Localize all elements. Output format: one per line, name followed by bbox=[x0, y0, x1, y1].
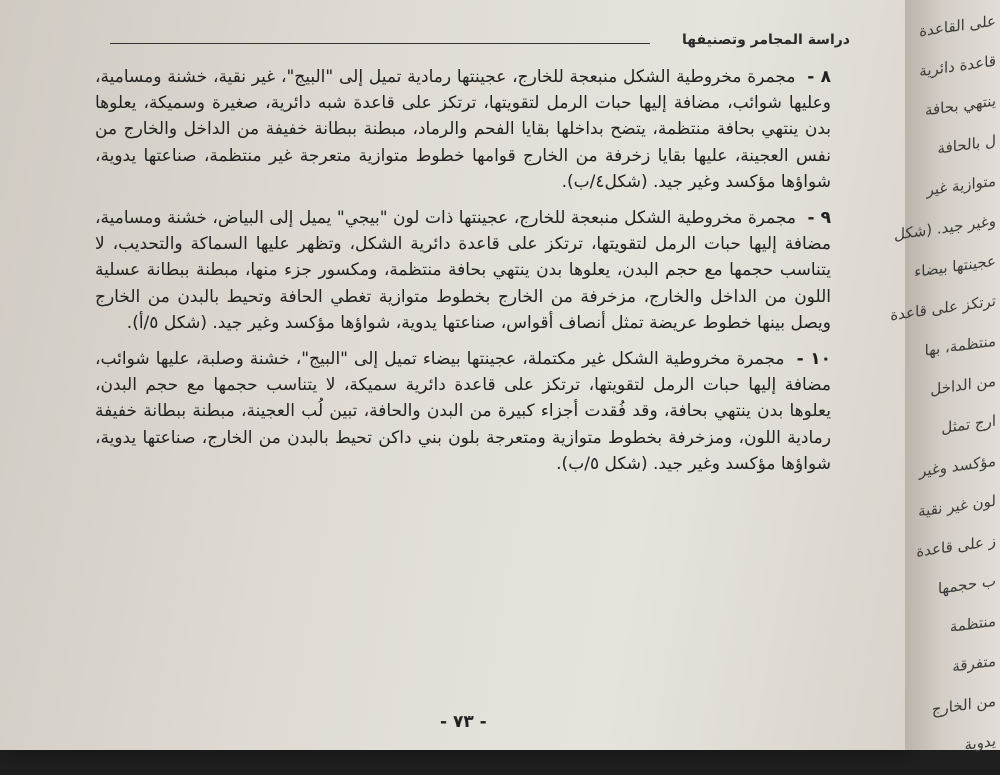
facing-line: من الداخل bbox=[930, 371, 996, 399]
paragraph-10 bbox=[95, 346, 835, 477]
facing-line: ارج تمثل bbox=[941, 411, 996, 438]
paragraph-number: ٩ - bbox=[807, 208, 831, 229]
header-title: دراسة المجامر وتصنيفها bbox=[682, 32, 850, 48]
facing-page-edge bbox=[890, 0, 1000, 754]
facing-line: منتظمة bbox=[949, 611, 996, 637]
facing-line: وغير جيد. (شكل bbox=[894, 211, 996, 244]
facing-line: ب حجمها bbox=[937, 571, 996, 598]
facing-line: على القاعدة bbox=[919, 11, 996, 41]
facing-line: متفرقة bbox=[952, 651, 996, 676]
facing-line: ز على قاعدة bbox=[916, 531, 996, 561]
running-header bbox=[110, 32, 850, 56]
header-rule bbox=[110, 43, 650, 44]
body-text bbox=[95, 64, 835, 487]
facing-line: ترتكز على قاعدة bbox=[890, 291, 996, 325]
facing-line: يدوية bbox=[964, 731, 996, 754]
paragraph-text: مجمرة مخروطية الشكل غير مكتملة، عجينتها بيضاء تميل إلى "البيج"، خشنة وصلبة، عليها شوائب، مضافة إليها حبات الرمل لتقويتها، ترتكز على قاعدة دائرية سميكة، لا يتناسب حجمها مع حجم البدن، يعلوها بدن ينتهي بحافة، وقد فُقدت أجزاء كبيرة من البدن والحافة، تبين لُب العجينة، مبطنة ببطانة خفيفة رمادية اللون، ومزخرفة بخطوط متوازية ومتعرجة بلون بني داكن تحيط بالبدن من الخارج، صناعتها يدوية، شواؤها مؤكسد وغير جيد. (شكل ٥/ب). bbox=[95, 349, 831, 474]
page-number: - ٧٣ - bbox=[440, 712, 487, 732]
paragraph-9 bbox=[95, 205, 835, 336]
facing-line: مؤكسد وغير bbox=[919, 451, 996, 481]
paragraph-number: ٨ - bbox=[807, 67, 831, 87]
facing-line: قاعدة دائرية bbox=[919, 51, 996, 81]
paragraph-number: ١٠ - bbox=[796, 349, 831, 370]
facing-line: عجينتها بيضاء bbox=[914, 251, 996, 282]
facing-line: لون غير نقية bbox=[918, 491, 996, 521]
paragraph-text: مجمرة مخروطية الشكل منبعجة للخارج، عجينتها رمادية تميل إلى "البيج"، غير نقية، خشنة ومسامية، وعليها شوائب، مضافة إليها حبات الرمل لتقويتها، ترتكز على قاعدة شبه دائرية، صغيرة وسميكة، يعلوها بدن ينتهي بحافة منتظمة، يتضح بداخلها بقايا الفحم والرماد، مبطنة ببطانة خفيفة من الداخل والخارج من نفس العجينة، عليها بقايا زخرفة من الخارج قوامها خطوط متوازية متعرجة غير منتظمة، صناعتها يدوية، شواؤها مؤكسد وغير جيد. (شكل٤/ب). bbox=[95, 67, 831, 192]
paragraph-8 bbox=[95, 64, 835, 195]
facing-page-text bbox=[890, 0, 1000, 763]
facing-line: ل بالحافة bbox=[937, 131, 996, 158]
facing-line: ينتهي بحافة bbox=[924, 91, 996, 120]
facing-line: من الخارج bbox=[931, 691, 996, 719]
facing-line: متوازية غير bbox=[926, 171, 996, 200]
facing-line: منتظمة، بها bbox=[924, 331, 996, 360]
paragraph-text: مجمرة مخروطية الشكل منبعجة للخارج، عجينتها ذات لون "بيجي" يميل إلى البياض، خشنة ومسامية، مضافة إليها حبات الرمل لتقويتها، ترتكز على قاعدة دائرية الشكل، وتظهر عليها السماكة والتحديب، لا يتناسب حجمها مع حجم البدن، يعلوها بدن ينتهي بحافة منتظمة، ومكسور جزء منها، مبطنة ببطانة عسلية اللون من الداخل والخارج، مزخرفة من الخارج بخطوط متوازية تغطي الحافة وتحيط بالبدن من الخارج ويصل بينها خطوط عريضة تمثل أنصاف أقواس، صناعتها يدوية، شواؤها مؤكسد وغير جيد. (شكل ٥/أ). bbox=[95, 208, 831, 333]
